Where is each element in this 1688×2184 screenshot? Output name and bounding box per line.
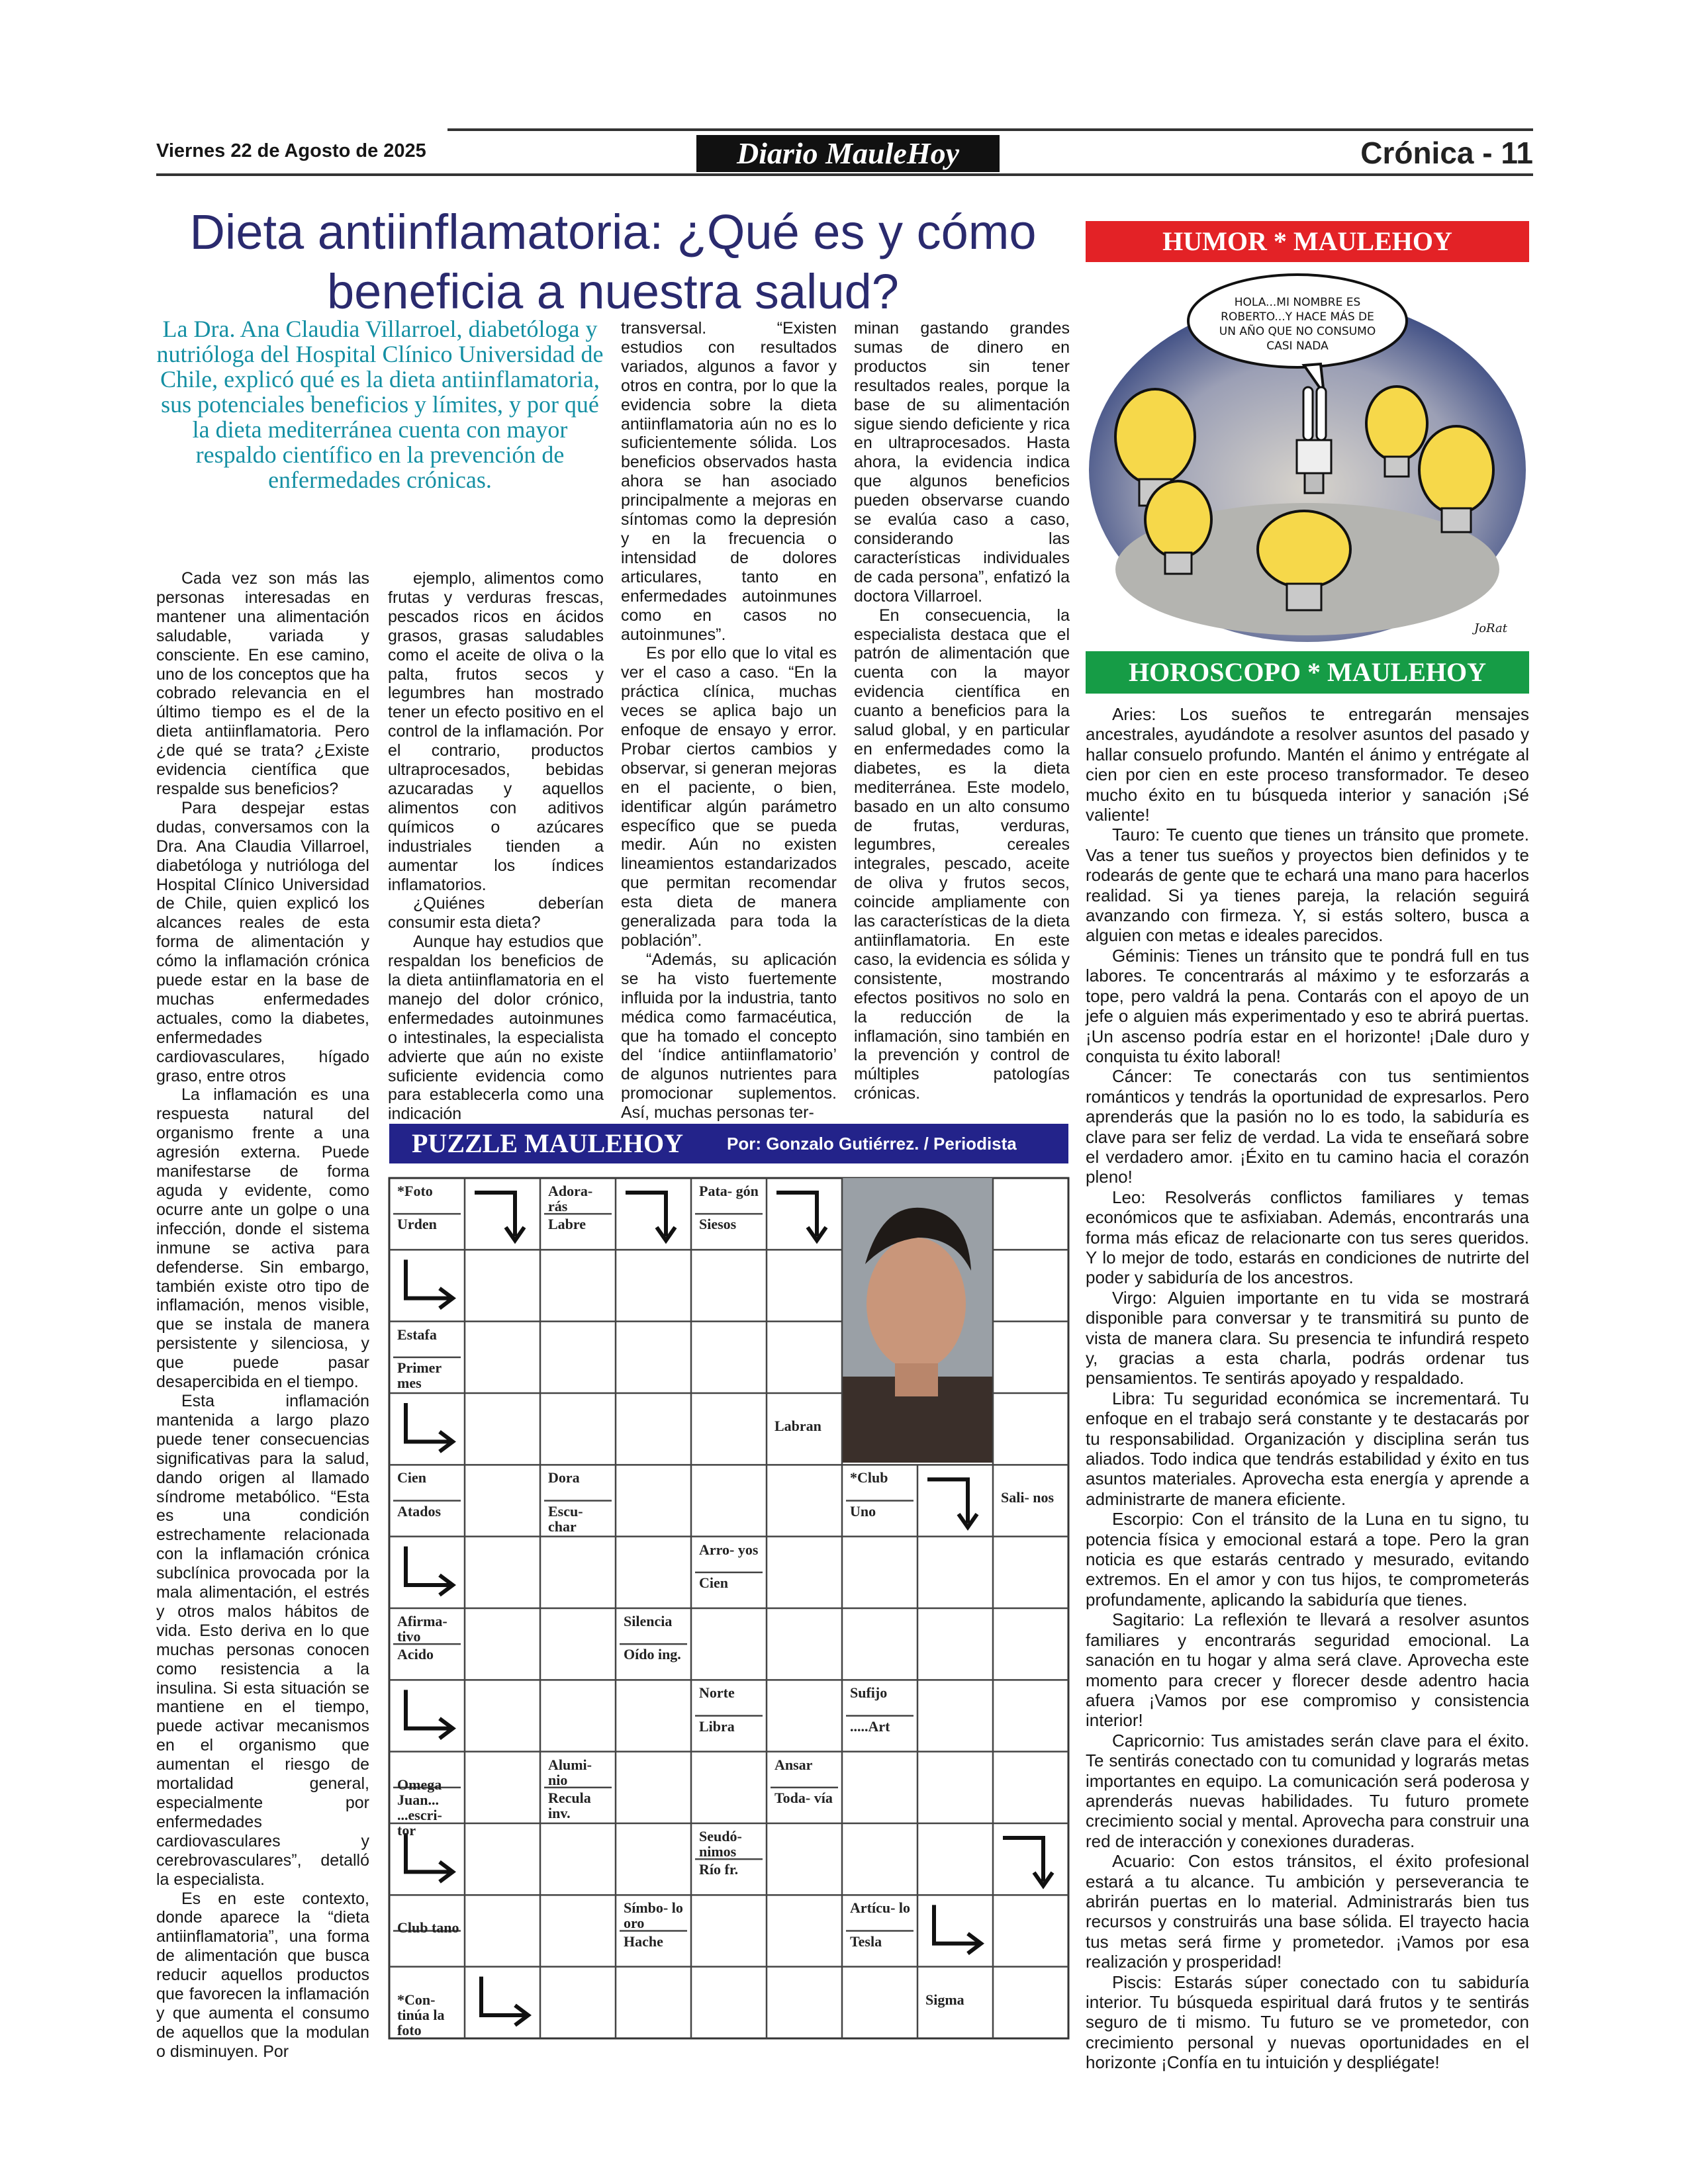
horoscope-section-band: HOROSCOPO * MAULEHOY bbox=[1086, 651, 1529, 694]
crossword-clue: Estafa bbox=[397, 1326, 437, 1343]
crossword-clue: Símbo- lo oro bbox=[624, 1899, 683, 1932]
crossword-clue: Arro- yos bbox=[699, 1541, 759, 1558]
puzzle-author: Por: Gonzalo Gutiérrez. / Periodista bbox=[727, 1134, 1017, 1154]
crossword-clue: Cien bbox=[699, 1574, 728, 1591]
paragraph: ejemplo, alimentos como frutas y verduras frescas, pescados ricos en ácidos grasos, grasas saludables como el aceite de oliva o la palta, frutos secos y legumbres han mostrado tener un efecto positivo en el control de la inflamación. Por el contrario, productos ultraprocesados, bebidas azucaradas y aquellos alimentos con aditivos químicos o azúcares industriales tienden a aumentar los índices inflamatorios. bbox=[388, 569, 604, 894]
crossword-clue: *Foto bbox=[397, 1183, 433, 1199]
horoscope-sign: Acuario: Con estos tránsitos, el éxito profesional estará a tu alcance. Tu ambición y perseverancia te abrirán puertas en lo material. Administrarás bien tus recursos y construirás una base sólida. El trayecto hacia tus metas será firme y prometedor. ¡Vamos por esa realización y prosperidad! bbox=[1086, 1851, 1529, 1972]
crossword-lines bbox=[389, 1178, 1068, 2038]
crossword-clue: Toda- vía bbox=[774, 1789, 833, 1806]
crossword-clue: Escu- char bbox=[548, 1502, 583, 1535]
crossword-clue: Uno bbox=[850, 1502, 876, 1520]
paragraph: En consecuencia, la especialista destaca que el patrón de alimentación que cuenta con la mayor evidencia científica en cuanto a beneficios para la salud global, y en particular en enfermedades como la diabetes, es la dieta mediterránea. Este modelo, basado en un alto consumo de frutas, verduras, legumbres, cereales integrales, pescado, aceite de oliva y frutos secos, coincide ampliamente con las características de la dieta antiinflamatoria. En este caso, la evidencia es sólida y consistente, mostrando efectos positivos no solo en la reducción de la inflamación, sino también en la prevención y control de múltiples patologías crónicas. bbox=[854, 606, 1070, 1103]
newspaper-logo: Diario MauleHoy bbox=[696, 135, 1000, 172]
horoscope-sign: Leo: Resolverás conflictos familiares y temas económicos que te asfixiaban. Además, encontrarás una forma más eficaz de relacionarte con tus seres queridos. Y lo mejor de todo, estarás en condiciones de nutrirte del poder y sabiduría de los ancestros. bbox=[1086, 1187, 1529, 1288]
horoscope-sign: Tauro: Te cuento que tienes un tránsito que promete. Vas a tener tus sueños y proyectos bien definidos y te rodearás de gente que te echará una mano para hacerlos realidad. Si ya tienes pareja, la relación seguirá avanzando con firmeza. Y, si estás soltero, busca a alguien con metas e ideales parecidos. bbox=[1086, 825, 1529, 946]
crossword-clue: Adora- rás bbox=[548, 1183, 593, 1214]
crossword-clue: Silencia bbox=[624, 1613, 673, 1629]
crossword-clue: Labre bbox=[548, 1216, 586, 1233]
cartoon-signature: JoRat bbox=[1474, 621, 1507, 635]
paragraph: La inflamación es una respuesta natural del organismo frente a una agresión externa. Puede manifestarse de forma aguda y evidente, como ocurre ante un golpe o una infección, donde el sistema inmune se activa para defenderse. Sin embargo, también existe otro tipo de inflamación, menos visible, que se instala de manera persistente y silenciosa, y que puede pasar desapercibida en el tiempo. bbox=[156, 1085, 369, 1392]
crossword-clue: Dora bbox=[548, 1469, 580, 1486]
crossword-clue: Ansar bbox=[774, 1756, 813, 1773]
crossword-clue: Sigma bbox=[925, 1991, 964, 2008]
crossword-clue: *Club bbox=[850, 1469, 888, 1486]
crossword-clue: .....Art bbox=[850, 1717, 890, 1735]
masthead-rule-top bbox=[447, 128, 1533, 131]
crossword-clue: Recula inv. bbox=[548, 1789, 591, 1821]
paragraph: Cada vez son más las personas interesadas en mantener una alimentación saludable, variada y consciente. En ese camino, uno de los conceptos que ha cobrado relevancia en el último tiempo es el de la dieta antiinflamatoria. Pero ¿de qué se trata? ¿Existe evidencia científica que respalde sus beneficios? bbox=[156, 569, 369, 798]
crossword-clue: Primer mes bbox=[397, 1359, 442, 1391]
paragraph: Aunque hay estudios que respaldan los beneficios de la dieta antiinflamatoria en el manejo del dolor crónico, enfermedades autoinmunes o intestinales, la especialista advierte que aún no existe suficiente evidencia como para establecerla como una indicación bbox=[388, 933, 604, 1124]
horoscope-sign: Géminis: Tienes un tránsito que te pondrá full en tus labores. Te concentrarás al máximo y te esforzarás a tope, pero valdrá la pena. Contarás con el apoyo de un jefe o alguien más experimentado y eso te abrirá puertas. ¡Un ascenso podría estar en el horizonte! ¡Dale duro y conquista tu éxito laboral! bbox=[1086, 945, 1529, 1066]
crossword-clue: Libra bbox=[699, 1717, 735, 1735]
crossword-clue: Sali- nos bbox=[1001, 1489, 1055, 1506]
horoscope-sign: Capricornio: Tus amistades serán clave para el éxito. Te sentirás conectado con tu comunidad y lograrás metas importantes en equipo. La comunicación será poderosa y aprenderás nuevas habilidades. Tu futuro promete crecimiento social y mental. Aprovecha para construir una red de interacción y conexiones duraderas. bbox=[1086, 1730, 1529, 1851]
speech-line: HOLA...MI NOMBRE ES bbox=[1234, 296, 1361, 309]
crossword-clue: Oído ing. bbox=[624, 1646, 681, 1663]
crossword-clue: Afirma- tivo bbox=[397, 1613, 447, 1645]
paragraph: Es por ello que lo vital es ver el caso a caso. “En la práctica clínica, muchas veces se aplica bajo un enfoque de ensayo y error. Probar ciertos cambios y observar, si generan mejoras en el paciente, o bien, identificar algún parámetro específico que se pueda medir. Aún no existen lineamientos estandarizados que permitan recomendar esta dieta de manera generalizada para toda la población”. bbox=[621, 644, 837, 950]
horoscope-sign: Virgo: Alguien importante en tu vida se mostrará disponible para conversar y te transmitirá su punto de vista de manera clara. Su presencia te infundirá respeto y, gracias a esta charla, podrás ordenar tus pensamientos. Te sentirás apoyado y respaldado. bbox=[1086, 1287, 1529, 1388]
crossword-clue: Artícu- lo bbox=[850, 1899, 911, 1917]
speech-line: UN AÑO QUE NO CONSUMO bbox=[1219, 325, 1376, 338]
masthead-rule-bottom bbox=[156, 173, 1533, 176]
paragraph: “Además, su aplicación se ha visto fuertemente influida por la industria, tanto médica como farmacéutica, que ha tomado el concepto del ‘índice antiinflamatorio’ de algunos nutrientes para promocionar suplementos. Así, muchas personas ter- bbox=[621, 950, 837, 1122]
horoscope-sign: Escorpio: Con el tránsito de la Luna en tu signo, tu potencia física y emocional estará a tope. Pero la gran noticia es que estarás centrado y mesurado, evitando extremos. En el amor y con tus hijos, te comprometerás profundamente, aplicando la sabiduría que tienes. bbox=[1086, 1509, 1529, 1610]
speech-line: CASI NADA bbox=[1266, 340, 1329, 353]
crossword-clue: Alumi- nio bbox=[548, 1756, 592, 1788]
article-column-2 bbox=[388, 569, 604, 1130]
paragraph: transversal. “Existen estudios con resultados variados, algunos a favor y otros en contra, por lo que la evidencia sobre la dieta antiinflamatoria aún no es lo suficientemente sólida. Los beneficios observados hasta ahora se han asociado principalmente a mejoras en síntomas como la depresión y en la frecuencia o intensidad de dolores articulares, tanto en enfermedades autoinmunes como en casos no autoinmunes”. bbox=[621, 319, 837, 644]
crossword-clue: Labran bbox=[774, 1418, 821, 1434]
horoscope-sign: Cáncer: Te conectarás con tus sentimientos románticos y tendrás la oportunidad de expresarlos. Pero aprenderás que la pasión no lo es todo, la sabiduría es clave para ser feliz de verdad. La vida te enseñará sobre el verdadero amor. ¡Éxito en tu camino hacia el corazón pleno! bbox=[1086, 1066, 1529, 1187]
paragraph: Es en este contexto, donde aparece la “dieta antiinflamatoria”, una forma de alimentación que busca reducir aquellos productos que favorecen la inflamación y que aumenta el consumo de aquellos que la modulan o disminuyen. Por bbox=[156, 1889, 369, 2061]
speech-line: ROBERTO...Y HACE MÁS DE bbox=[1221, 310, 1374, 324]
article-column-4 bbox=[854, 319, 1070, 1130]
horoscope-text bbox=[1086, 704, 1529, 2073]
section-page-number: Crónica - 11 bbox=[1360, 136, 1533, 170]
puzzle-title: PUZZLE MAULEHOY bbox=[412, 1128, 684, 1158]
crossword-clue: Club tano bbox=[397, 1919, 459, 1936]
article-column-1 bbox=[156, 569, 369, 2061]
crossword-clue: *Con- tinúa la foto bbox=[397, 1991, 445, 2038]
crossword-clue: Urden bbox=[397, 1216, 437, 1233]
crossword-grid[interactable] bbox=[389, 1178, 1068, 2038]
humor-cartoon bbox=[1086, 271, 1529, 642]
crossword-clue: Seudó- nimos bbox=[699, 1828, 742, 1860]
humor-section-band: HUMOR * MAULEHOY bbox=[1086, 221, 1529, 262]
crossword-clue: Cien bbox=[397, 1469, 426, 1486]
crossword-clue: Pata- gón bbox=[699, 1183, 759, 1199]
crossword-clue: Hache bbox=[624, 1933, 663, 1950]
crossword-clue: Norte bbox=[699, 1684, 735, 1702]
paragraph: Esta inflamación mantenida a largo plazo puede tener consecuencias significativas para la salud, dando origen al llamado síndrome metabólico. “Esta es una condición estrechamente relacionada con la inflamación crónica subclínica provocada por la mala alimentación, el estrés y otros malos hábitos de vida. Esto deriva en lo que muchas personas conocen como resistencia a la insulina. Si esta situación se mantiene en el tiempo, puede activar mecanismos en el organismo que aumentan el riesgo de mortalidad general, especialmente por enfermedades cardiovasculares y cerebrovasculares”, detalló la especialista. bbox=[156, 1391, 369, 1889]
player-photo bbox=[842, 1178, 993, 1463]
issue-date: Viernes 22 de Agosto de 2025 bbox=[156, 140, 426, 161]
horoscope-sign: Piscis: Estarás súper conectado con tu sabiduría interior. Tu búsqueda espiritual dará frutos y te sentirás seguro de ti mismo. Tu futuro se ve prometedor, con crecimiento personal y nuevas oportunidades en el horizonte ¡Confía en tu intuición y despliégate! bbox=[1086, 1972, 1529, 2073]
crossword-clue: Atados bbox=[397, 1502, 442, 1520]
crossword-clue: Siesos bbox=[699, 1216, 737, 1233]
article-headline: Dieta antiinflamatoria: ¿Qué es y cómo beneficia a nuestra salud? bbox=[189, 205, 1037, 319]
horoscope-sign: Sagitario: La reflexión te llevará a resolver asuntos familiares y encontrarás seguridad emocional. La sanación en tu hogar y alma será clave. Aprovecha este momento para crecer y florecer desde adentro hacia afuera ¡Vamos por ese compromiso y consistencia interior! bbox=[1086, 1610, 1529, 1731]
horoscope-sign: Aries: Los sueños te entregarán mensajes ancestrales, ayudándote a resolver asuntos del pasado y hallar consuelo profundo. Mantén el ánimo y entrégate al cien por cien en este proceso transformador. Te deseo mucho éxito en tu búsqueda interior y sanación ¡Sé valiente! bbox=[1086, 704, 1529, 825]
crossword-clue: Río fr. bbox=[699, 1861, 739, 1878]
crossword-clue: Tesla bbox=[850, 1933, 882, 1950]
paragraph: minan gastando grandes sumas de dinero en productos sin tener resultados reales, porque la base de su alimentación sigue siendo deficiente y rica en ultraprocesados. Hasta ahora, la evidencia indica que algunos beneficios pueden observarse cuando se evalúa caso a caso, considerando las características individuales de cada persona”, enfatizó la doctora Villarroel. bbox=[854, 319, 1070, 606]
article-column-3 bbox=[621, 319, 837, 1130]
puzzle-section-band bbox=[389, 1124, 1068, 1163]
crossword-clue: Acido bbox=[397, 1646, 434, 1663]
crossword-clue: Sufijo bbox=[850, 1684, 888, 1702]
horoscope-sign: Libra: Tu seguridad económica se incrementará. Tu enfoque en el trabajo será constante y te destacarás por tu responsabilidad. Organización y disciplina serán tus aliados. Todo indica que tendrás estabilidad y éxito en tus asuntos materiales. Aprovecha esta energía y aprende a administrarte de manera eficiente. bbox=[1086, 1388, 1529, 1509]
paragraph: Para despejar estas dudas, conversamos con la Dra. Ana Claudia Villarroel, diabetóloga y nutrióloga del Hospital Clínico Universidad de Chile, quien explicó los alcances reales de esta forma de alimentación y cómo la inflamación crónica puede estar en la base de muchas enfermedades actuales, como la diabetes, enfermedades cardiovasculares, hígado graso, entre otros bbox=[156, 798, 369, 1085]
subheading: ¿Quiénes deberían consumir esta dieta? bbox=[388, 894, 604, 933]
article-lede: La Dra. Ana Claudia Villarroel, diabetóloga y nutrióloga del Hospital Clínico Universidad de Chile, explicó qué es la dieta antiinflamatoria, sus potenciales beneficios y límites, y por qué la dieta mediterránea cuenta con mayor respaldo científico en la prevención de enfermedades crónicas. bbox=[156, 316, 604, 493]
crossword-clue: Omega Juan... ...escri- tor bbox=[397, 1776, 442, 1839]
